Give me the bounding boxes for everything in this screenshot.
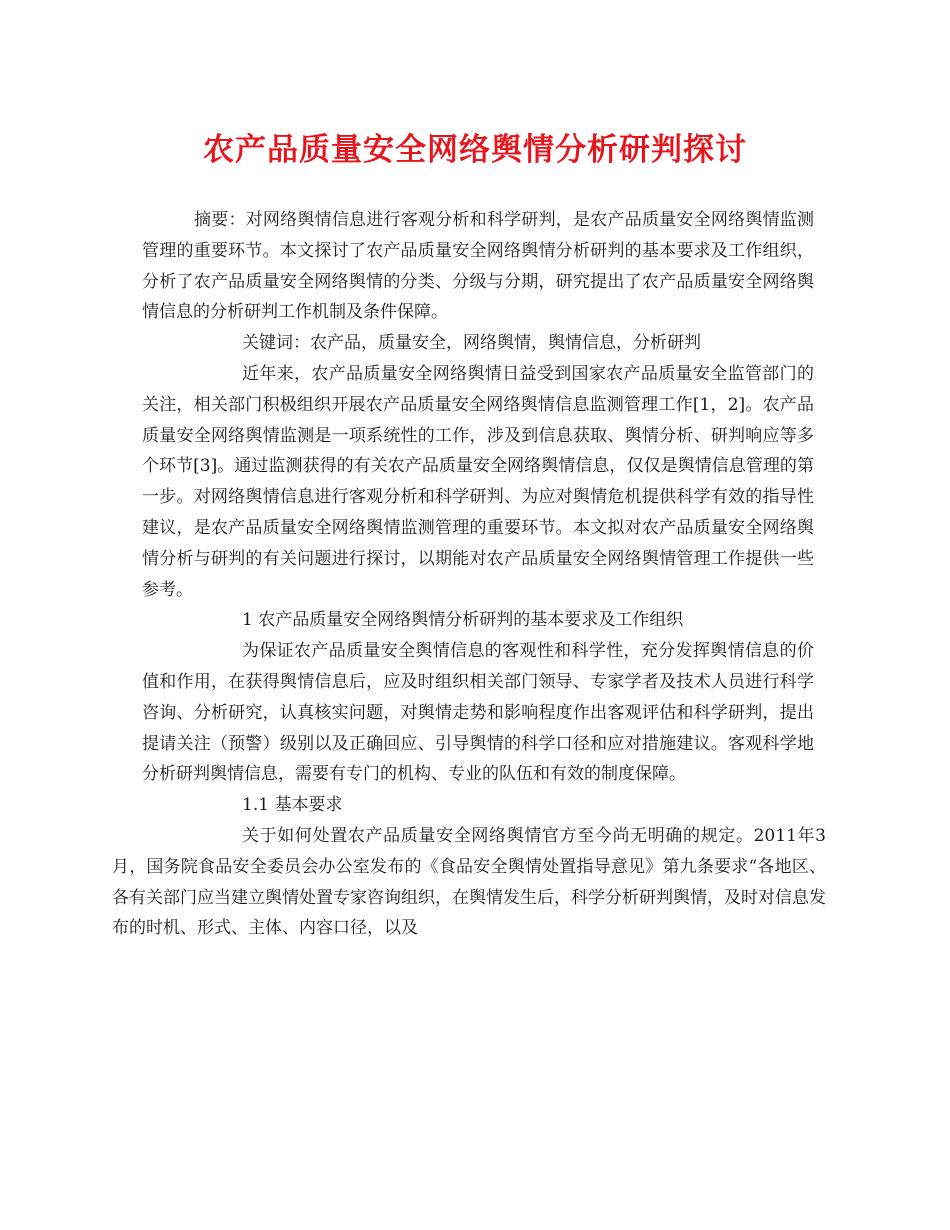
keywords-line: 关键词：农产品，质量安全，网络舆情，舆情信息，分析研判	[242, 333, 701, 354]
intro-paragraph: 近年来，农产品质量安全网络舆情日益受到国家农产品质量安全监管部门的关注，相关部门积极组织开展农产品质量安全网络舆情信息监测管理工作[1，2]。农产品质量安全网络舆情监测是一项系统性的工作，涉及到信息获取、舆情分析、研判响应等多个环节[3]。通过监测获得的有关农产品质量安全网络舆情信息，仅仅是舆情信息管理的第一步。对网络舆情信息进行客观分析和科学研判、为应对舆情危机提供科学有效的指导性建议，是农产品质量安全网络舆情监测管理的重要环节。本文拟对农产品质量安全网络舆情分析与研判的有关问题进行探讨，以期能对农产品质量安全网络舆情管理工作提供一些参考。	[142, 363, 814, 600]
section-1-1-heading: 1.1 基本要求	[242, 795, 343, 816]
document-title: 农产品质量安全网络舆情分析研判探讨	[203, 132, 747, 168]
section-1-paragraph: 为保证农产品质量安全舆情信息的客观性和科学性，充分发挥舆情信息的价值和作用，在获得舆情信息后，应及时组织相关部门领导、专家学者及技术人员进行科学咨询、分析研究，认真核实问题，对舆情走势和影响程度作出客观评估和科学研判，提出提请关注（预警）级别以及正确回应、引导舆情的科学口径和应对措施建议。客观科学地分析研判舆情信息，需要有专门的机构、专业的队伍和有效的制度保障。	[142, 641, 814, 785]
section-1-1-paragraph: 关于如何处置农产品质量安全网络舆情官方至今尚无明确的规定。2011年3月，国务院食品安全委员会办公室发布的《食品安全舆情处置指导意见》第九条要求“各地区、各有关部门应当建立舆情处置专家咨询组织，在舆情发生后，科学分析研判舆情，及时对信息发布的时机、形式、主体、内容口径，以及	[112, 825, 826, 939]
document-body	[112, 205, 826, 944]
abstract-paragraph: 摘要：对网络舆情信息进行客观分析和科学研判，是农产品质量安全网络舆情监测管理的重要环节。本文探讨了农产品质量安全网络舆情分析研判的基本要求及工作组织，分析了农产品质量安全网络舆情的分类、分级与分期，研究提出了农产品质量安全网络舆情信息的分析研判工作机制及条件保障。	[142, 210, 814, 323]
section-1-heading: 1 农产品质量安全网络舆情分析研判的基本要求及工作组织	[242, 610, 684, 631]
